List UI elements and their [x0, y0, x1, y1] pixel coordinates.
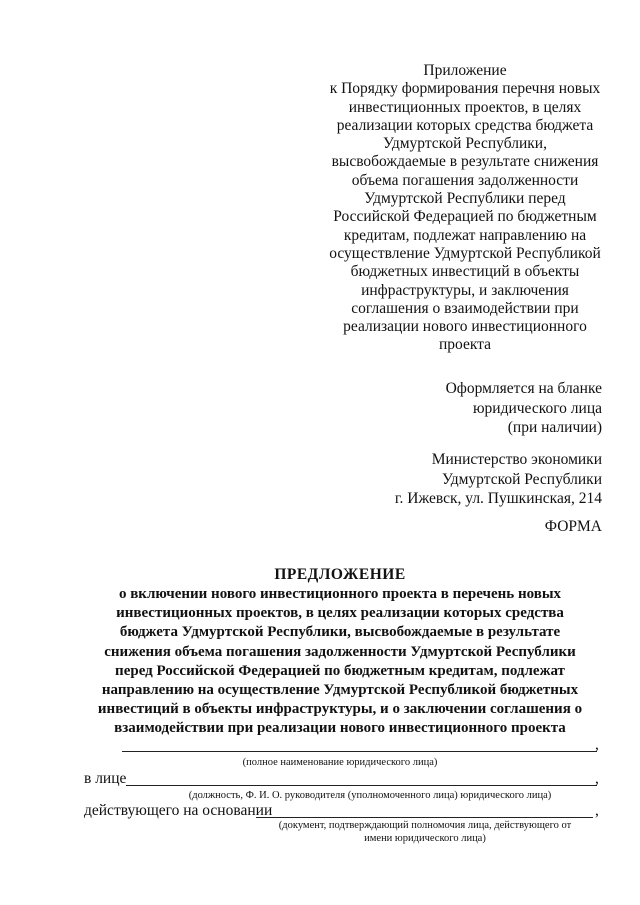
represented-by-comma: , [595, 770, 599, 787]
proposal-title: ПРЕДЛОЖЕНИЕ [274, 566, 406, 583]
proposal-subject-line: снижения объема погашения задолженности Удмуртской Республики [104, 643, 576, 660]
represented-by-label: в лице [84, 770, 127, 787]
addressee-line: г. Ижевск, ул. Пушкинская, 214 [394, 490, 602, 507]
proposal-subject-line: взаимодействии при реализации нового инвестиционного проекта [114, 720, 566, 737]
letterhead-note-line: (при наличии) [507, 419, 602, 436]
addressee-block [395, 450, 602, 509]
appendix-line: Приложение [423, 62, 507, 79]
letterhead-note-line: Оформляется на бланке [445, 380, 602, 397]
addressee-line: Удмуртской Республики [441, 470, 602, 488]
proposal-subject-line: перед Российской Федерацией по бюджетным кредитам, подлежат [115, 662, 565, 679]
appendix-line: к Порядку формирования перечня новых [329, 80, 601, 98]
addressee-line: Министерство экономики [431, 451, 602, 468]
appendix-header [315, 62, 615, 355]
legal-entity-caption: (полное наименование юридического лица) [242, 757, 438, 768]
representative-field[interactable] [126, 785, 597, 786]
appendix-line: реализации которых средства бюджета [336, 116, 594, 134]
letterhead-note [446, 379, 602, 438]
authority-document-field[interactable] [256, 817, 593, 818]
proposal-subject-line: бюджета Удмуртской Республики, высвобождаемые в результате [119, 624, 561, 641]
acting-basis-comma: , [595, 802, 599, 819]
letterhead-note-line: юридического лица [472, 399, 602, 417]
authority-document-caption [255, 820, 595, 845]
appendix-line: инфраструктуры, и заключения [361, 281, 569, 299]
authority-document-caption-line: имени юридического лица) [364, 832, 486, 844]
appendix-line: проекта [438, 336, 492, 354]
legal-entity-name-field[interactable] [122, 751, 597, 752]
proposal-subject-line: инвестиций в объекты инфраструктуры, и о заключении соглашения о [97, 701, 583, 718]
proposal-subject [60, 585, 620, 739]
appendix-line: инвестиционных проектов, в целях [348, 98, 582, 116]
appendix-line: реализации нового инвестиционного [343, 318, 587, 336]
proposal-subject-line: о включении нового инвестиционного проекта в перечень новых [118, 586, 562, 602]
appendix-line: высвобождаемые в результате снижения [331, 153, 599, 171]
appendix-line: Российской Федерацией по бюджетным [333, 208, 597, 226]
appendix-line: кредитам, подлежат направлению на [343, 226, 587, 244]
representative-caption: (должность, Ф. И. О. руководителя (уполномоченного лица) юридического лица) [188, 790, 552, 801]
legal-entity-comma: , [595, 736, 599, 753]
acting-basis-label: действующего на основании [84, 802, 273, 819]
appendix-line: объема погашения задолженности [351, 171, 579, 189]
appendix-line: Удмуртской Республики перед [364, 190, 566, 208]
proposal-subject-line: направлению на осуществление Удмуртской Республикой бюджетных [101, 682, 579, 699]
authority-document-caption-line: (документ, подтверждающий полномочия лица, действующего от [278, 820, 572, 831]
appendix-line: соглашения о взаимодействии при [351, 299, 579, 317]
appendix-line: осуществление Удмуртской Республикой [329, 244, 601, 262]
appendix-line: бюджетных инвестиций в объекты [350, 263, 580, 281]
form-label: ФОРМА [544, 518, 602, 535]
proposal-subject-line: инвестиционных проектов, в целях реализации которых средства [116, 605, 564, 622]
appendix-line: Удмуртской Республики, [383, 135, 547, 153]
